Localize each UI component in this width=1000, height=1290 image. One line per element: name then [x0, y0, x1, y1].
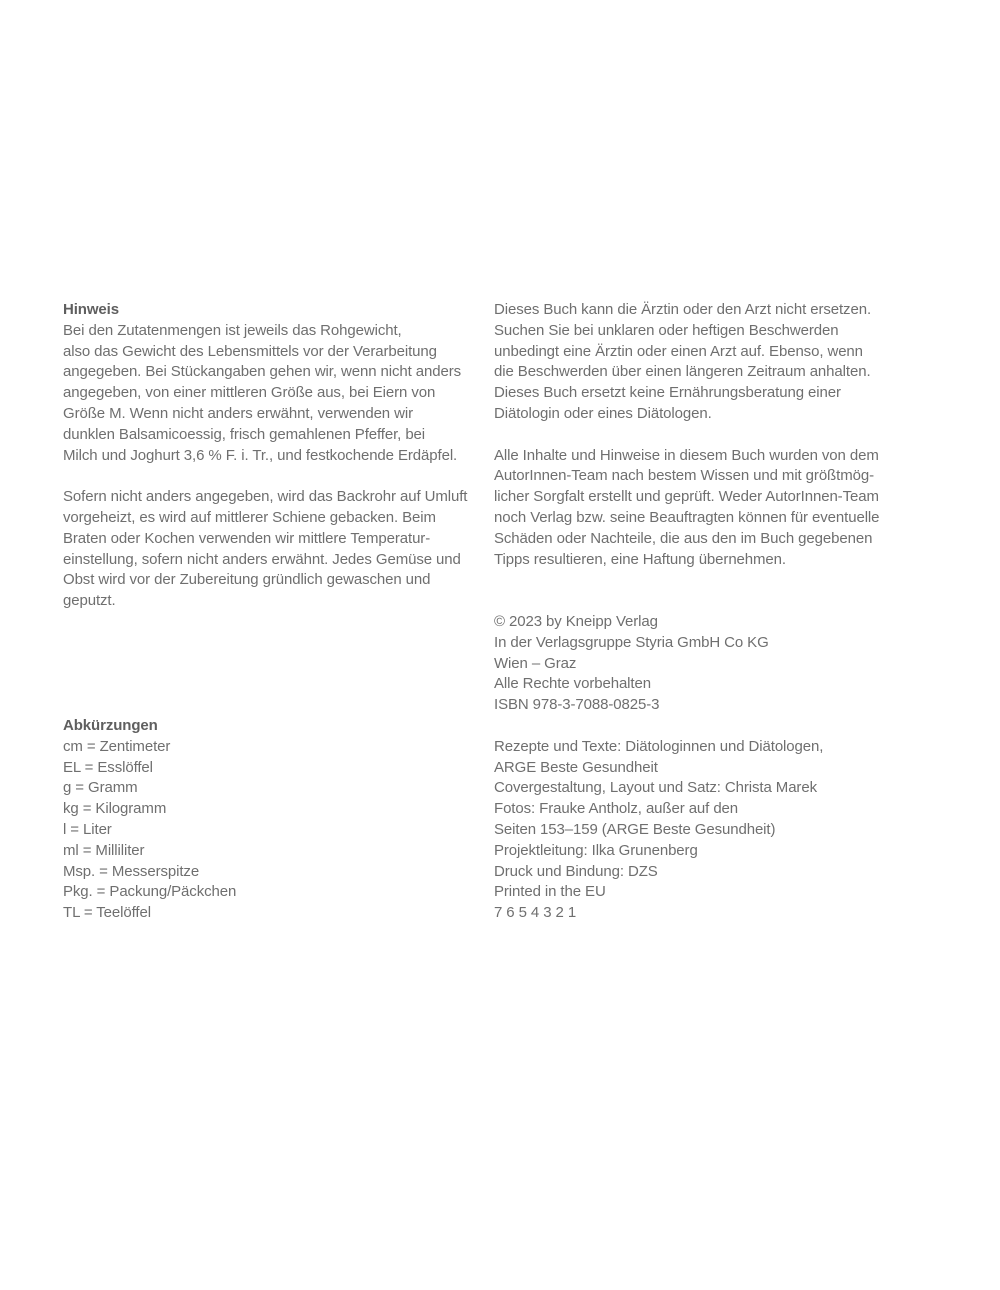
text-line: Druck und Bindung: DZS — [494, 862, 658, 880]
text-line: Größe M. Wenn nicht anders erwähnt, verwenden wir — [63, 404, 413, 422]
print-number-line: 7 6 5 4 3 2 1 — [494, 904, 577, 922]
text-line: noch Verlag bzw. seine Beauftragten können für eventuelle — [494, 508, 880, 526]
text-line: Printed in the EU — [494, 883, 606, 901]
text-line: AutorInnen-Team nach bestem Wissen und mit größtmög- — [494, 467, 874, 485]
abbreviation-item: g = Gramm — [63, 779, 138, 797]
text-line: Suchen Sie bei unklaren oder heftigen Beschwerden — [494, 321, 839, 339]
text-line: also das Gewicht des Lebensmittels vor der Verarbeitung — [63, 342, 437, 360]
text-line: Dieses Buch ersetzt keine Ernährungsberatung einer — [494, 384, 841, 402]
text-line: Rezepte und Texte: Diätologinnen und Diätologen, — [494, 737, 824, 755]
text-line: Projektleitung: Ilka Grunenberg — [494, 841, 698, 859]
text-line: Fotos: Frauke Antholz, außer auf den — [494, 800, 739, 818]
abbreviation-item: l = Liter — [63, 820, 112, 838]
text-line: angegeben, von einer mittleren Größe aus, bei Eiern von — [63, 384, 436, 402]
imprint-column — [494, 300, 914, 924]
text-line: geputzt. — [63, 592, 116, 610]
text-line: unbedingt eine Ärztin oder einen Arzt auf. Ebenso, wenn — [494, 342, 863, 360]
paragraph-spacer — [494, 425, 914, 446]
text-line: Dieses Buch kann die Ärztin oder den Arzt nicht ersetzen. — [494, 301, 872, 318]
abbreviation-item: EL = Esslöffel — [63, 758, 153, 776]
hinweis-section — [63, 300, 483, 612]
publisher-info — [494, 612, 914, 716]
abbreviation-item: cm = Zentimeter — [63, 737, 171, 755]
disclaimer-paragraph-2 — [494, 446, 914, 571]
paragraph-spacer — [494, 591, 914, 612]
text-line: Alle Rechte vorbehalten — [494, 675, 651, 693]
text-line: die Beschwerden über einen längeren Zeitraum anhalten. — [494, 363, 871, 381]
text-line: Bei den Zutatenmengen ist jeweils das Rohgewicht, — [63, 321, 402, 339]
text-line: Tipps resultieren, eine Haftung übernehmen. — [494, 550, 786, 568]
text-line: Obst wird vor der Zubereitung gründlich gewaschen und — [63, 571, 431, 589]
paragraph-spacer — [494, 570, 914, 591]
abbreviation-item: kg = Kilogramm — [63, 800, 167, 818]
abbreviation-item: TL = Teelöffel — [63, 904, 151, 922]
text-line: Alle Inhalte und Hinweise in diesem Buch wurden von dem — [494, 446, 879, 464]
text-line: vorgeheizt, es wird auf mittlerer Schiene gebacken. Beim — [63, 508, 436, 526]
copyright-line: © 2023 by Kneipp Verlag — [494, 612, 658, 630]
abbreviation-item: Msp. = Messerspitze — [63, 862, 200, 880]
paragraph-spacer — [63, 466, 483, 487]
text-line: ARGE Beste Gesundheit — [494, 758, 658, 776]
text-line: Seiten 153–159 (ARGE Beste Gesundheit) — [494, 820, 776, 838]
abkuerzungen-section — [63, 716, 483, 924]
text-line: licher Sorgfalt erstellt und geprüft. Weder AutorInnen-Team — [494, 488, 879, 506]
abbreviation-item: Pkg. = Packung/Päckchen — [63, 883, 237, 901]
credits-info — [494, 737, 914, 924]
text-line: Diätologin oder eines Diätologen. — [494, 404, 712, 422]
text-line: Wien – Graz — [494, 654, 577, 672]
hinweis-paragraph-2 — [63, 487, 483, 612]
text-line: In der Verlagsgruppe Styria GmbH Co KG — [494, 633, 769, 651]
hinweis-heading: Hinweis — [63, 301, 119, 318]
text-line: Covergestaltung, Layout und Satz: Christa Marek — [494, 779, 817, 797]
text-line: Sofern nicht anders angegeben, wird das Backrohr auf Umluft — [63, 488, 468, 506]
abkuerzungen-heading: Abkürzungen — [63, 717, 158, 734]
text-line: dunklen Balsamicoessig, frisch gemahlenen Pfeffer, bei — [63, 425, 426, 443]
text-line: Braten oder Kochen verwenden wir mittlere Temperatur- — [63, 529, 431, 547]
isbn-line: ISBN 978-3-7088-0825-3 — [494, 696, 660, 714]
text-line: angegeben. Bei Stückangaben gehen wir, wenn nicht anders — [63, 363, 462, 381]
text-line: Milch und Joghurt 3,6 % F. i. Tr., und festkochende Erdäpfel. — [63, 446, 458, 464]
text-line: einstellung, sofern nicht anders erwähnt. Jedes Gemüse und — [63, 550, 461, 568]
paragraph-spacer — [494, 716, 914, 737]
disclaimer-paragraph-1 — [494, 300, 914, 425]
text-line: Schäden oder Nachteile, die aus den im Buch gegebenen — [494, 529, 873, 547]
hinweis-paragraph-1 — [63, 321, 483, 467]
abbreviation-item: ml = Milliliter — [63, 841, 145, 859]
